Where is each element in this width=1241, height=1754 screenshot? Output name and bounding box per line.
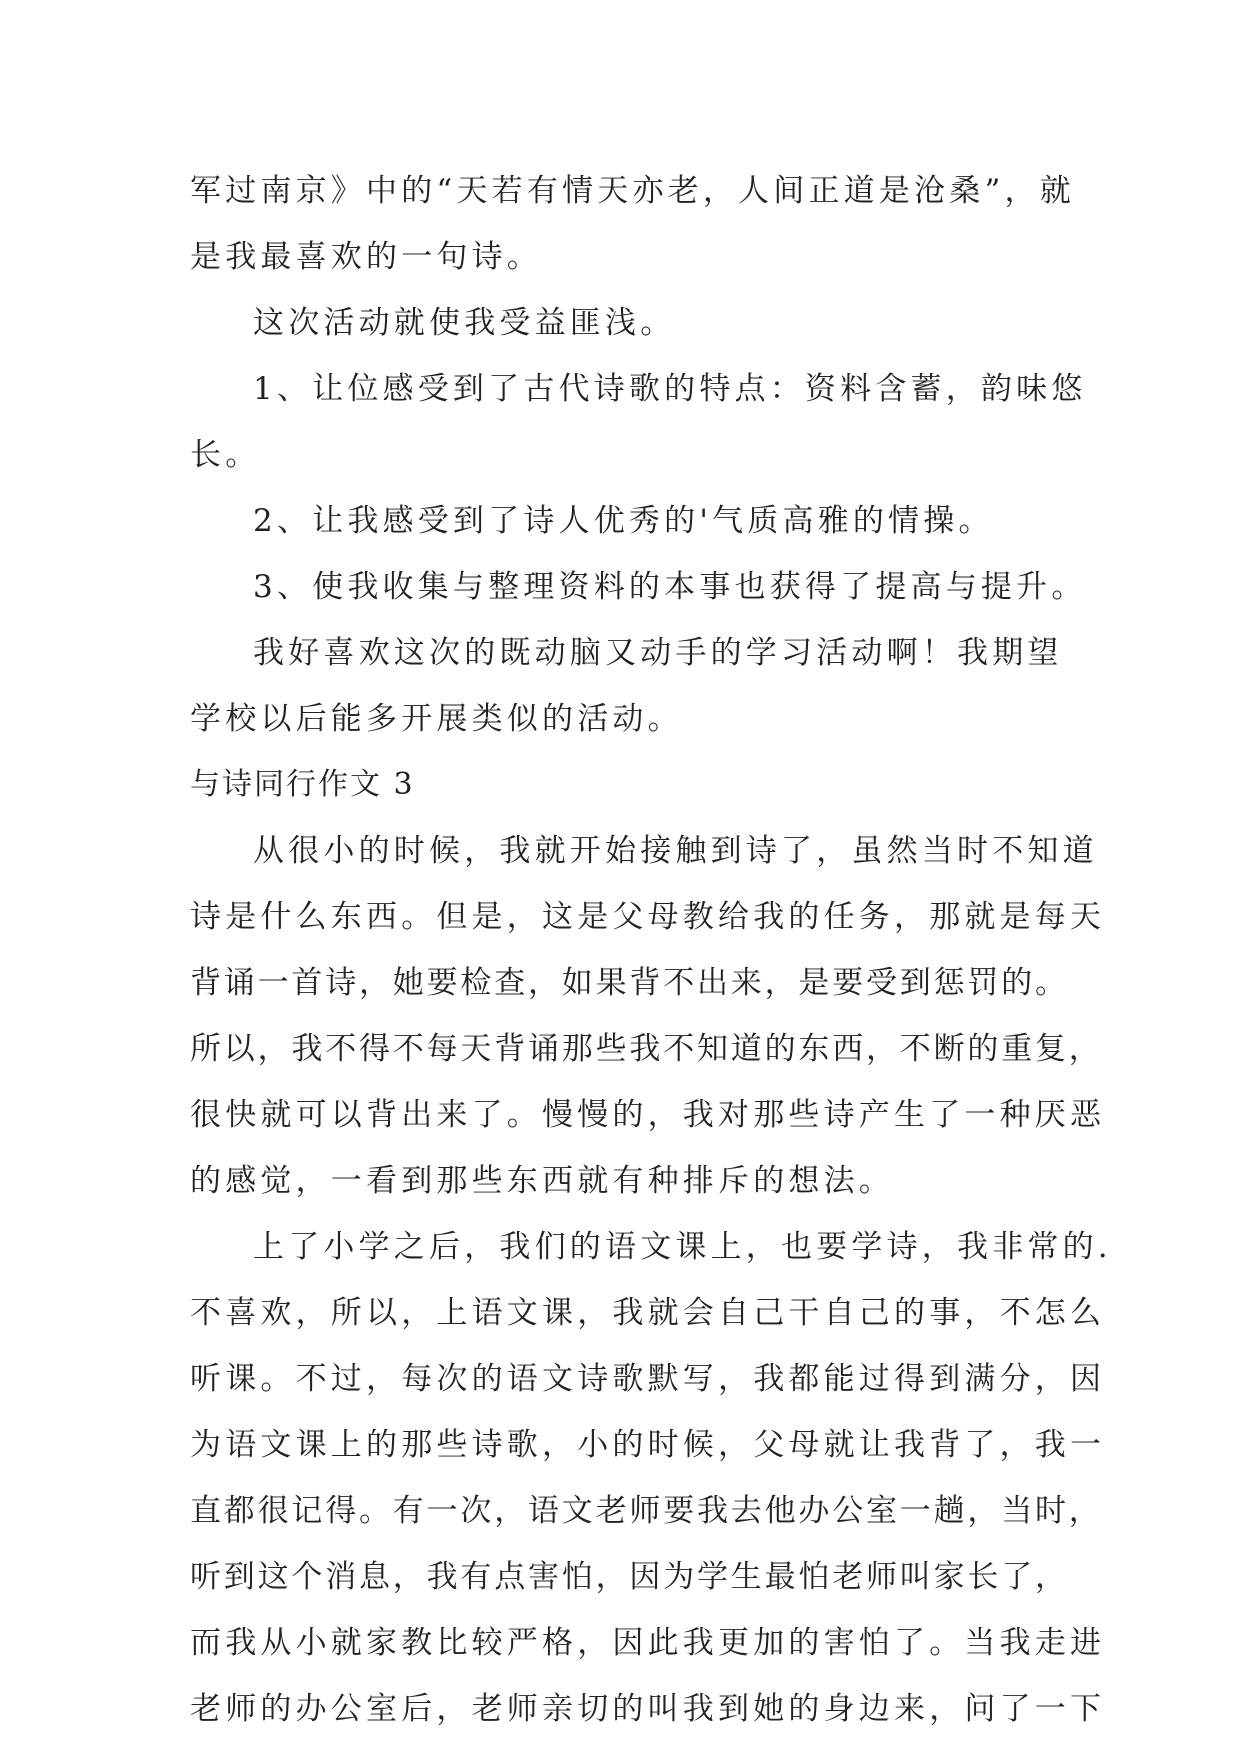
paragraph-line: 这次活动就使我受益匪浅。 — [253, 305, 676, 341]
text-line: 诗是什么东西。但是，这是父母教给我的任务，那就是每天 — [190, 899, 1106, 935]
text-line: 所以，我不得不每天背诵那些我不知道的东西，不断的重复， — [190, 1031, 1103, 1067]
list-item-3: 3、使我收集与整理资料的本事也获得了提高与提升。 — [253, 569, 1087, 605]
text-line: 听到这个消息，我有点害怕，因为学生最怕老师叫家长了， — [190, 1559, 1069, 1595]
text-line: 背诵一首诗，她要检查，如果背不出来，是要受到惩罚的。 — [190, 965, 1069, 1001]
essay-text — [190, 158, 1112, 1742]
paragraph-line: 从很小的时候，我就开始接触到诗了，虽然当时不知道 — [253, 833, 1098, 869]
text-line: 老师的办公室后，老师亲切的叫我到她的身边来，问了一下 — [190, 1691, 1106, 1727]
text-line: 而我从小就家教比较严格，因此我更加的害怕了。当我走进 — [190, 1625, 1106, 1661]
list-item-1: 1、让位感受到了古代诗歌的特点：资料含蓄，韵味悠 — [253, 371, 1087, 407]
text-line: 为语文课上的那些诗歌，小的时候，父母就让我背了，我一 — [190, 1427, 1106, 1463]
list-item-2: 2、让我感受到了诗人优秀的'气质高雅的情操。 — [253, 503, 994, 539]
text-line: 学校以后能多开展类似的活动。 — [190, 701, 683, 737]
paragraph-line: 我好喜欢这次的既动脑又动手的学习活动啊！我期望 — [253, 635, 1063, 671]
text-line: 的感觉，一看到那些东西就有种排斥的想法。 — [190, 1163, 894, 1199]
text-line: 很快就可以背出来了。慢慢的，我对那些诗产生了一种厌恶 — [190, 1097, 1106, 1133]
paragraph-line: 上了小学之后，我们的语文课上，也要学诗，我非常的. — [253, 1229, 1112, 1265]
text-line: 长。 — [190, 437, 261, 473]
text-line: 直都很记得。有一次，语文老师要我去他办公室一趟，当时， — [190, 1493, 1103, 1529]
text-line: 听课。不过，每次的语文诗歌默写，我都能过得到满分，因 — [190, 1361, 1106, 1397]
text-line: 是我最喜欢的一句诗。 — [190, 239, 542, 275]
section-heading: 与诗同行作文 3 — [190, 767, 415, 802]
text-line: 军过南京》中的“天若有情天亦老，人间正道是沧桑”，就 — [190, 173, 1075, 209]
text-line: 不喜欢，所以，上语文课，我就会自己干自己的事，不怎么 — [190, 1295, 1106, 1331]
